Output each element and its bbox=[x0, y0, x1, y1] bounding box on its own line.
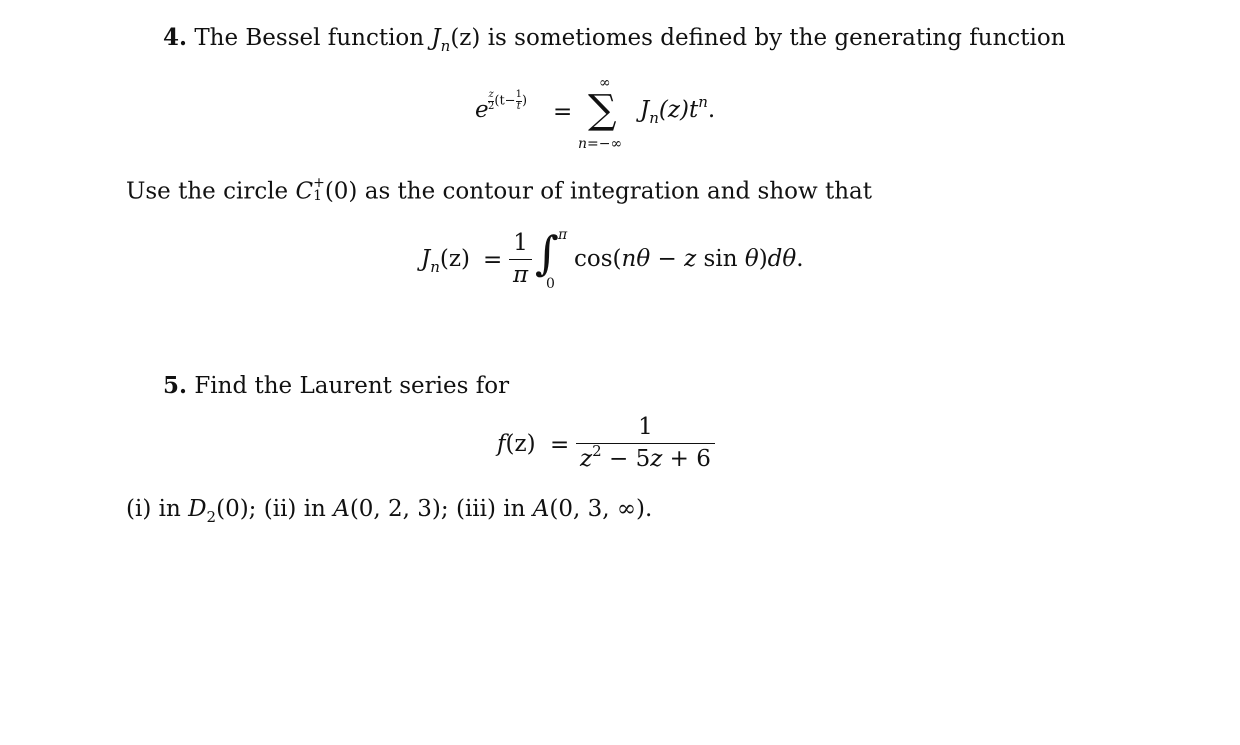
integral-J: J bbox=[421, 246, 431, 272]
laurent-regions bbox=[126, 496, 653, 526]
instruction-prefix: Use the circle bbox=[126, 178, 296, 205]
annulus-A-2-arg: (0, 3, ∞). bbox=[549, 496, 653, 522]
den-minus-five: − 5 bbox=[601, 446, 651, 472]
integral-prefactor bbox=[509, 232, 532, 287]
annulus-A-1-arg: (0, 2, 3); bbox=[349, 496, 456, 522]
problem-5-number: 5. bbox=[163, 372, 188, 399]
exp-frac-den: 2 bbox=[488, 100, 495, 112]
exp-base-e: e bbox=[475, 97, 489, 123]
sum-symbol: ∑ bbox=[588, 87, 617, 133]
integral-frac-den: π bbox=[513, 262, 529, 288]
circle-C-sub: 1 bbox=[313, 187, 323, 204]
sum-term bbox=[640, 93, 716, 127]
sum-upper-limit: ∞ bbox=[599, 75, 611, 91]
integral-lhs bbox=[421, 246, 470, 276]
laurent-lhs bbox=[497, 433, 536, 456]
problem-4-intro-suffix: is sometiomes defined by the generating function bbox=[480, 25, 1066, 51]
annulus-A-1: A bbox=[333, 496, 350, 522]
den-z-second: z bbox=[650, 446, 663, 472]
laurent-f-arg: (z) bbox=[505, 431, 536, 457]
problem-4-number: 4. bbox=[163, 24, 188, 51]
generating-function-lhs bbox=[475, 99, 489, 122]
integrand-theta: θ bbox=[744, 246, 759, 272]
integral-symbol: ∫ bbox=[535, 226, 559, 280]
integral-lower-limit: 0 bbox=[546, 276, 555, 292]
generating-function-exponent bbox=[488, 90, 527, 112]
integral-equals: = bbox=[483, 247, 503, 273]
generating-equals: = bbox=[553, 99, 573, 125]
sum-term-exp-n: n bbox=[698, 93, 708, 111]
integrand-close: ) bbox=[758, 246, 768, 272]
sum-lower-limit: n=−∞ bbox=[578, 136, 623, 152]
integrand-dtheta: dθ bbox=[767, 246, 797, 272]
laurent-frac-num: 1 bbox=[576, 416, 715, 444]
sum-term-period: . bbox=[707, 97, 716, 123]
exp-close: ) bbox=[521, 93, 528, 109]
part-i-label: (i) in bbox=[126, 496, 189, 522]
integral-J-arg: (z) bbox=[439, 246, 470, 272]
integrand-sin: sin bbox=[696, 246, 745, 272]
disk-D: D bbox=[188, 496, 207, 522]
part-iii-label: (iii) in bbox=[455, 496, 533, 522]
laurent-equals: = bbox=[550, 432, 570, 458]
exp-mid: (t− bbox=[494, 93, 516, 109]
integrand-z: z bbox=[684, 246, 697, 272]
laurent-f: f bbox=[497, 431, 506, 457]
integral-upper-limit: π bbox=[558, 227, 568, 243]
problem-4-intro-prefix: The Bessel function bbox=[194, 25, 432, 51]
sum-term-rest: (z)t bbox=[658, 97, 699, 123]
integrand bbox=[574, 248, 804, 271]
den-z: z bbox=[580, 446, 593, 472]
problem-4-statement bbox=[163, 24, 1066, 55]
integrand-minus: − bbox=[650, 246, 685, 272]
integrand-period: . bbox=[796, 246, 804, 272]
laurent-fraction bbox=[576, 416, 715, 471]
integral-J-sub: n bbox=[430, 258, 440, 276]
exp-frac2-num: 1 bbox=[515, 89, 522, 100]
problem-5-statement bbox=[163, 374, 509, 398]
circle-C-sup: + bbox=[313, 175, 325, 191]
circle-C: C bbox=[295, 178, 314, 205]
problem-5-intro: Find the Laurent series for bbox=[194, 373, 510, 399]
sum-term-J: J bbox=[640, 97, 650, 123]
bessel-arg: (z) bbox=[450, 25, 481, 51]
problem-4-instruction bbox=[126, 175, 873, 205]
bessel-subscript-n: n bbox=[440, 37, 451, 55]
bessel-J: J bbox=[431, 25, 441, 51]
den-square: 2 bbox=[592, 442, 602, 460]
integral-frac-num: 1 bbox=[509, 232, 532, 260]
instruction-suffix: as the contour of integration and show that bbox=[357, 178, 873, 205]
integrand-ntheta: nθ bbox=[621, 246, 651, 272]
laurent-frac-den bbox=[576, 444, 715, 471]
den-plus-six: + 6 bbox=[662, 446, 711, 472]
disk-D-sub: 2 bbox=[206, 508, 217, 526]
part-ii-label: (ii) in bbox=[263, 496, 334, 522]
disk-D-arg: (0); bbox=[216, 496, 264, 522]
annulus-A-2: A bbox=[532, 496, 550, 522]
sum-term-sub-n: n bbox=[649, 109, 659, 127]
exp-frac-num: z bbox=[488, 89, 494, 100]
circle-C-arg: (0) bbox=[324, 178, 358, 205]
integrand-cos: cos( bbox=[574, 246, 622, 272]
exp-frac2-den: t bbox=[516, 100, 521, 112]
